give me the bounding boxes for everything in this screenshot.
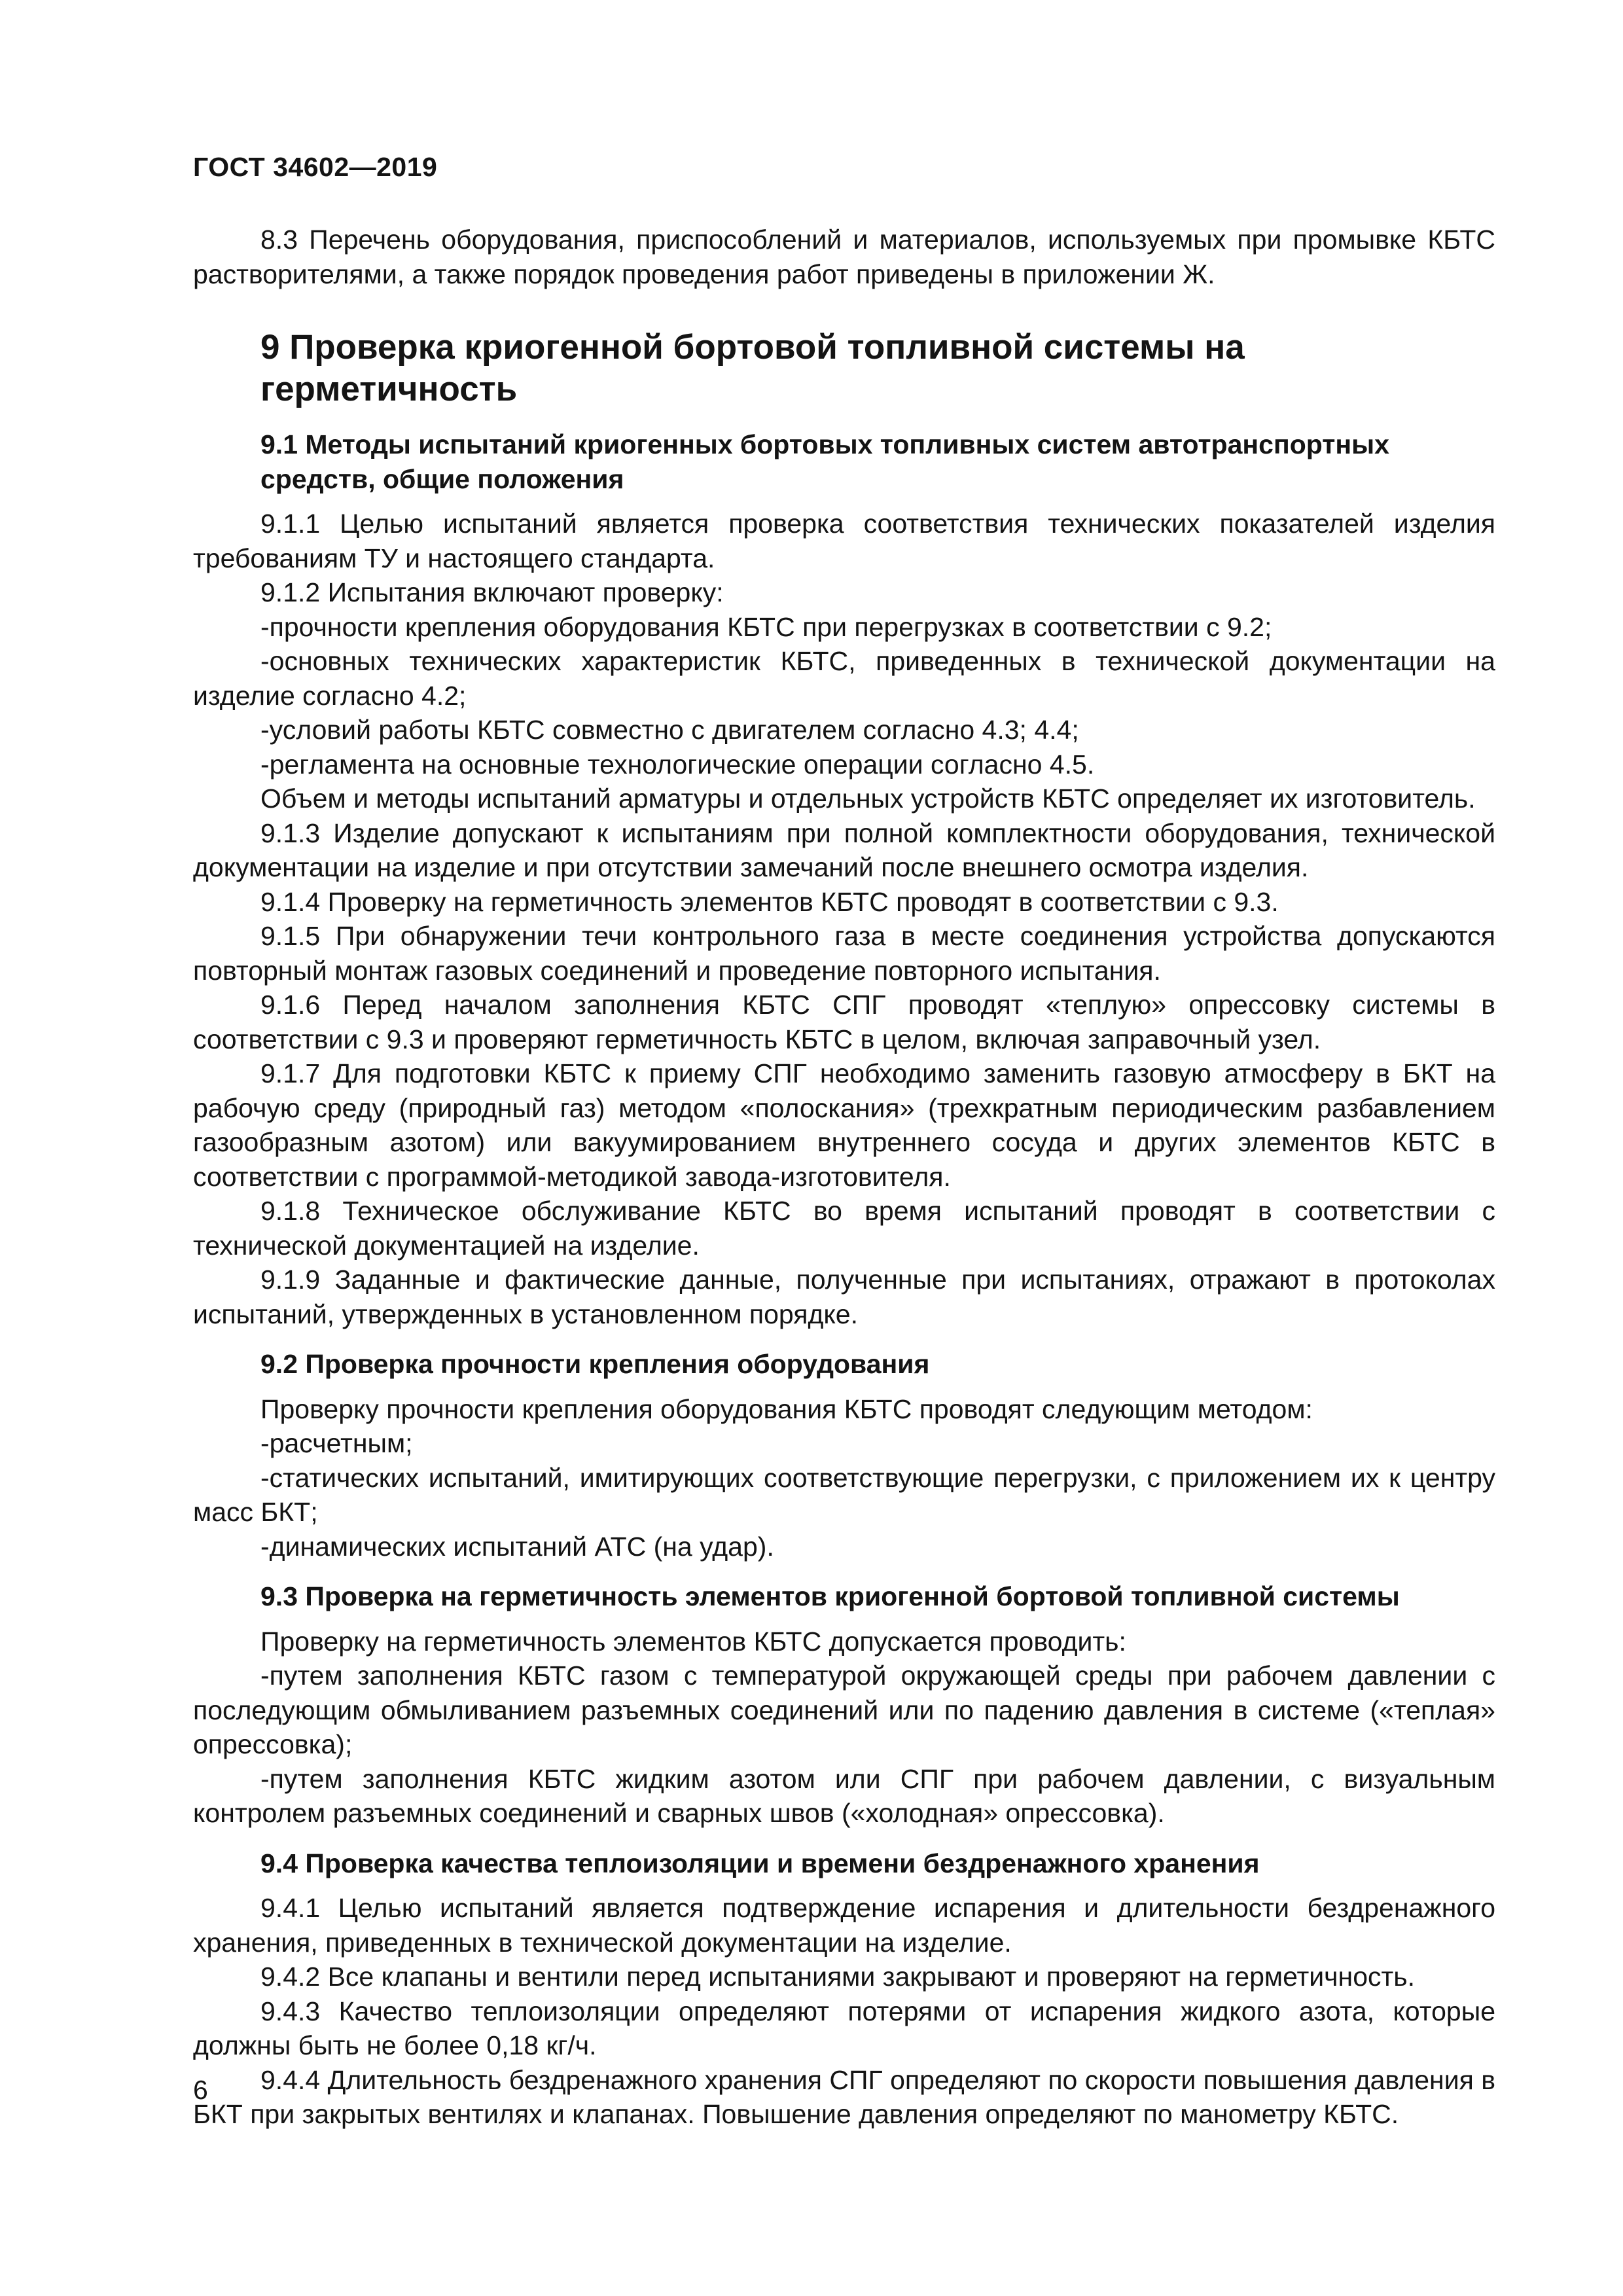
list-marker: - (260, 749, 270, 780)
list-marker: - (260, 715, 270, 745)
list-item (193, 1762, 1495, 1831)
paragraph-9-1-6: 9.1.6 Перед началом заполнения КБТС СПГ проводят «теплую» опрессовку системы в соответствии с 9.3 и проверяют герметичность КБТС в целом, включая заправочный узел. (193, 990, 1495, 1054)
paragraph-9-1-2: 9.1.2 Испытания включают проверку: (260, 577, 724, 607)
list-item (193, 713, 1495, 747)
paragraph-8-3: 8.3 Перечень оборудования, приспособлений и материалов, используемых при промывке КБТС растворителями, а также порядок проведения работ приведены в приложении Ж. (193, 224, 1495, 289)
paragraph-9-1-9: 9.1.9 Заданные и фактические данные, полученные при испытаниях, отражают в протоколах испытаний, утвержденных в установленном порядке. (193, 1265, 1495, 1329)
list-item-text: расчетным; (269, 1428, 413, 1458)
page-number: 6 (193, 2075, 208, 2105)
document-body (193, 223, 1495, 2132)
paragraph-9-4-2: 9.4.2 Все клапаны и вентили перед испытаниями закрывают и проверяют на герметичность. (260, 1962, 1416, 1992)
list-item (193, 1659, 1495, 1762)
list-item-text: путем заполнения КБТС жидким азотом или СПГ при рабочем давлении, с визуальным контролем разъемных соединений и сварных швов («холодная» опрессовка). (193, 1763, 1495, 1828)
paragraph-9-1-3: 9.1.3 Изделие допускают к испытаниям при полной комплектности оборудования, технической документации на изделие и при отсутствии замечаний после внешнего осмотра изделия. (193, 817, 1495, 882)
paragraph-9-1-7: 9.1.7 Для подготовки КБТС к приему СПГ необходимо заменить газовую атмосферу в БКТ на рабочую среду (природный газ) методом «полоскания» (трехкратным периодическим разбавлением газообразным азотом) или вакуумированием внутреннего сосуда и других элементов КБТС в соответствии с программой-методикой завода-изготовителя. (193, 1058, 1495, 1192)
list-marker: - (260, 1428, 270, 1458)
list-item-text: основных технических характеристик КБТС, приведенных в технической документации на изделие согласно 4.2; (193, 646, 1495, 711)
list-item-text: статических испытаний, имитирующих соответствующие перегрузки, с приложением их к центру масс БКТ; (193, 1462, 1495, 1527)
list-item-text: регламента на основные технологические операции согласно 4.5. (269, 749, 1095, 780)
paragraph-9-3-intro: Проверку на герметичность элементов КБТС допускается проводить: (260, 1626, 1126, 1657)
list-item-text: условий работы КБТС совместно с двигателем согласно 4.3; 4.4; (269, 715, 1079, 745)
list-item-text: путем заполнения КБТС газом с температурой окружающей среды при рабочем давлении с последующим обмыливанием разъемных соединений или по падению давления в системе («теплая» опрессовка); (193, 1660, 1495, 1759)
paragraph-9-1-4: 9.1.4 Проверку на герметичность элементов КБТС проводят в соответствии с 9.3. (260, 886, 1279, 917)
paragraph-9-4-3: 9.4.3 Качество теплоизоляции определяют потерями от испарения жидкого азота, которые должны быть не более 0,18 кг/ч. (193, 1996, 1495, 2060)
paragraph-9-1-5: 9.1.5 При обнаружении течи контрольного газа в месте соединения устройства допускаются повторный монтаж газовых соединений и проведение повторного испытания. (193, 921, 1495, 986)
list-item (193, 1426, 1495, 1461)
list-item (193, 1461, 1495, 1530)
paragraph-scope: Объем и методы испытаний арматуры и отдельных устройств КБТС определяет их изготовитель. (260, 783, 1476, 814)
subsection-9-2-title: 9.2 Проверка прочности крепления оборудования (260, 1349, 930, 1379)
list-marker: - (260, 1531, 270, 1562)
document-header: ГОСТ 34602—2019 (193, 152, 438, 182)
paragraph-9-2-intro: Проверку прочности крепления оборудования КБТС проводят следующим методом: (260, 1393, 1313, 1424)
list-item-text: динамических испытаний АТС (на удар). (269, 1531, 774, 1562)
paragraph-9-4-1: 9.4.1 Целью испытаний является подтверждение испарения и длительности бездренажного хранения, приведенных в технической документации на изделие. (193, 1893, 1495, 1958)
list-item (193, 747, 1495, 782)
subsection-9-1-title: 9.1 Методы испытаний криогенных бортовых топливных систем автотранспортных средств, общие положения (260, 429, 1389, 494)
list-marker: - (260, 1763, 270, 1794)
document-page (193, 0, 1495, 2296)
section-9-title: 9 Проверка криогенной бортовой топливной системы на герметичность (260, 328, 1245, 408)
subsection-9-3-title: 9.3 Проверка на герметичность элементов криогенной бортовой топливной системы (260, 1581, 1400, 1611)
list-item (193, 1530, 1495, 1564)
list-marker: - (260, 1462, 270, 1493)
list-item (193, 610, 1495, 645)
list-marker: - (260, 1660, 270, 1691)
paragraph-9-1-8: 9.1.8 Техническое обслуживание КБТС во время испытаний проводят в соответствии с технической документацией на изделие. (193, 1196, 1495, 1261)
paragraph-9-4-4: 9.4.4 Длительность бездренажного хранения СПГ определяют по скорости повышения давления в БКТ при закрытых вентилях и клапанах. Повышение давления определяют по манометру КБТС. (193, 2064, 1495, 2129)
list-marker: - (260, 646, 270, 676)
list-item (193, 644, 1495, 713)
paragraph-9-1-1: 9.1.1 Целью испытаний является проверка соответствия технических показателей изделия требованиям ТУ и настоящего стандарта. (193, 509, 1495, 573)
subsection-9-4-title: 9.4 Проверка качества теплоизоляции и времени бездренажного хранения (260, 1848, 1260, 1878)
list-item-text: прочности крепления оборудования КБТС при перегрузках в соответствии с 9.2; (269, 611, 1272, 642)
list-marker: - (260, 611, 270, 642)
